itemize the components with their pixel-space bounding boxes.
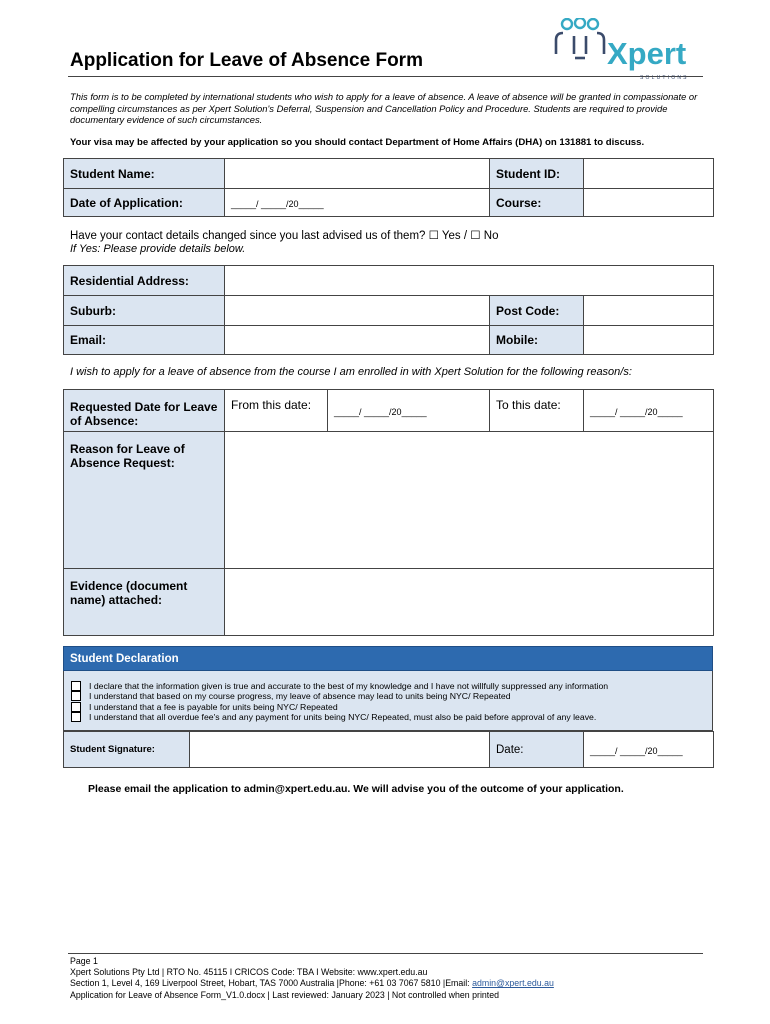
declaration-item[interactable]: [71, 712, 712, 722]
leave-intro: I wish to apply for a leave of absence from the course I am enrolled in with Xpert Solution for the following reason/s:: [70, 366, 632, 378]
from-date-label: From this date:: [225, 390, 328, 432]
date-of-application-label: Date of Application:: [64, 189, 225, 217]
date-of-application-blank: _____/ _____/20_____: [231, 198, 324, 209]
evidence-field[interactable]: [225, 569, 714, 636]
visa-notice: Your visa may be affected by your application so you should contact Department of Home Affairs (DHA) on 131881 to discuss.: [70, 137, 645, 148]
reason-label: Reason for Leave of Absence Request:: [64, 432, 225, 569]
logo-subtext: SOLUTIONS: [640, 75, 689, 81]
post-code-label: Post Code:: [490, 296, 584, 326]
declaration-text: I understand that based on my course progress, my leave of absence may lead to units being NYC/ Repeated: [89, 691, 511, 702]
signature-table: [63, 731, 714, 768]
email-field[interactable]: [225, 326, 490, 355]
student-id-field[interactable]: [584, 159, 714, 189]
page-title: Application for Leave of Absence Form: [70, 50, 423, 71]
declaration-checkbox[interactable]: [71, 712, 81, 722]
page-number: Page 1: [70, 956, 98, 966]
footer-divider: [68, 953, 703, 954]
course-field[interactable]: [584, 189, 714, 217]
submission-note: Please email the application to admin@xpert.edu.au. We will advise you of the outcome of your application.: [88, 783, 624, 795]
declaration-heading: Student Declaration: [63, 646, 713, 671]
student-name-field[interactable]: [225, 159, 490, 189]
contact-changed-instruction: If Yes: Please provide details below.: [70, 243, 246, 255]
signature-label: Student Signature:: [64, 732, 190, 768]
declaration-list: [63, 671, 713, 731]
footer-document-line: Application for Leave of Absence Form_V1.0.docx | Last reviewed: January 2023 | Not controlled when printed: [70, 989, 500, 1000]
declaration-item[interactable]: [71, 681, 712, 691]
student-name-label: Student Name:: [64, 159, 225, 189]
people-icon: [547, 18, 707, 84]
email-label: Email:: [64, 326, 225, 355]
from-date-blank: _____/ _____/20_____: [334, 406, 427, 417]
declaration-checkbox[interactable]: [71, 702, 81, 712]
residential-address-field[interactable]: [225, 266, 714, 296]
student-info-table: [63, 158, 714, 217]
reason-field[interactable]: [225, 432, 714, 569]
residential-address-label: Residential Address:: [64, 266, 225, 296]
date-of-application-field[interactable]: [225, 189, 490, 217]
signature-date-blank: _____/ _____/20_____: [590, 745, 683, 756]
signature-date-field[interactable]: [584, 732, 714, 768]
declaration-text: I declare that the information given is true and accurate to the best of my knowledge and I have not willfully suppressed any information: [89, 681, 609, 692]
suburb-label: Suburb:: [64, 296, 225, 326]
footer-company-line: Xpert Solutions Pty Ltd | RTO No. 45115 I CRICOS Code: TBA I Website: www.xpert.edu.au: [70, 967, 428, 978]
from-date-field[interactable]: [328, 390, 490, 432]
footer: [70, 956, 554, 1001]
address-table: [63, 265, 714, 355]
declaration-item[interactable]: [71, 702, 712, 712]
to-date-label: To this date:: [490, 390, 584, 432]
course-label: Course:: [490, 189, 584, 217]
leave-table: [63, 389, 714, 636]
to-date-field[interactable]: [584, 390, 714, 432]
footer-address-text: Section 1, Level 4, 169 Liverpool Street, Hobart, TAS 7000 Australia |Phone: +61 03 7067 5810 |Email:: [70, 978, 473, 989]
declaration-text: I understand that all overdue fee's and any payment for units being NYC/ Repeated, must also be paid before approval of any leave.: [89, 712, 597, 723]
signature-date-label: Date:: [490, 732, 584, 768]
suburb-field[interactable]: [225, 296, 490, 326]
declaration-text: I understand that a fee is payable for units being NYC/ Repeated: [89, 701, 338, 712]
declaration-item[interactable]: [71, 691, 712, 701]
mobile-field[interactable]: [584, 326, 714, 355]
signature-field[interactable]: [190, 732, 490, 768]
contact-changed-question[interactable]: Have your contact details changed since you last advised us of them? ☐ Yes / ☐ No: [70, 230, 499, 242]
to-date-blank: _____/ _____/20_____: [590, 406, 683, 417]
footer-address-line: [70, 978, 554, 989]
logo-wordmark: Xpert: [607, 36, 687, 71]
intro-paragraph: This form is to be completed by international students who wish to apply for a leave of absence. A leave of absence will be granted in compassionate or compelling circumstances as per Xpert Solution's Deferral, Suspension and Cancellation Policy and Procedure. Students are required to provide documentary evidence of such circumstances.: [70, 91, 698, 125]
declaration-checkbox[interactable]: [71, 681, 81, 691]
student-id-label: Student ID:: [490, 159, 584, 189]
post-code-field[interactable]: [584, 296, 714, 326]
mobile-label: Mobile:: [490, 326, 584, 355]
xpert-logo: [547, 18, 707, 84]
declaration-checkbox[interactable]: [71, 691, 81, 701]
footer-email-link[interactable]: admin@xpert.edu.au: [472, 978, 554, 989]
evidence-label: Evidence (document name) attached:: [64, 569, 225, 636]
requested-date-label: Requested Date for Leave of Absence:: [64, 390, 225, 432]
